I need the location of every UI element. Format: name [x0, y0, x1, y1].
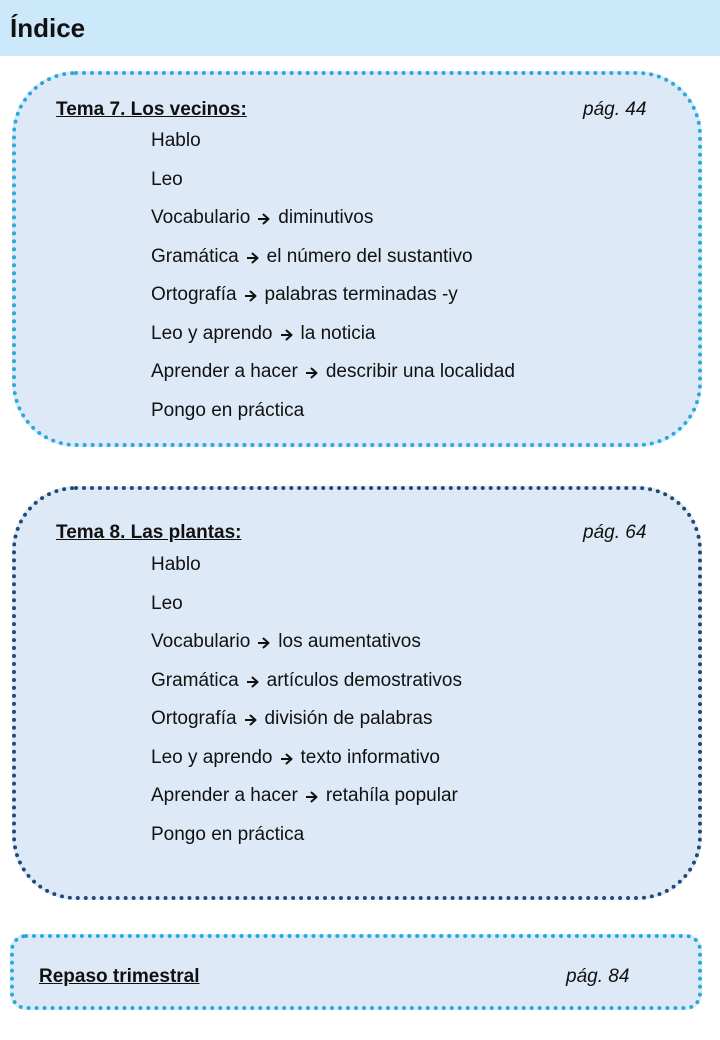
topic-item-detail: el número del sustantivo	[266, 245, 473, 267]
topic-item[interactable]	[151, 284, 515, 323]
topic-item-detail: describir una localidad	[325, 361, 515, 382]
topic-item-list	[151, 554, 462, 862]
topic-page-ref: pág. 44	[583, 99, 647, 120]
topic-item[interactable]	[151, 670, 462, 709]
topic-item[interactable]	[151, 747, 462, 786]
topic-item-label: Hablo	[151, 130, 201, 151]
topic-item[interactable]	[151, 400, 515, 439]
topic-item[interactable]	[151, 593, 462, 632]
topic-item-label: Ortografía	[151, 708, 237, 729]
topic-item-label: Vocabulario	[151, 207, 251, 228]
topic-item-list	[151, 130, 515, 438]
topic-title[interactable]: Tema 7. Los vecinos:	[56, 99, 247, 120]
right-arrow-icon	[247, 670, 259, 692]
right-arrow-icon	[306, 361, 318, 383]
right-arrow-icon	[258, 631, 270, 653]
page-header	[0, 0, 720, 56]
topic-item-detail: los aumentativos	[278, 631, 421, 652]
topic-page-ref: pág. 64	[583, 522, 647, 543]
topic-item[interactable]	[151, 207, 515, 246]
topic-item-label: Vocabulario	[151, 631, 251, 652]
right-arrow-icon	[258, 207, 270, 229]
page-title: Índice	[10, 13, 86, 43]
topic-item[interactable]	[151, 361, 515, 400]
topic-item[interactable]	[151, 130, 515, 169]
topic-item[interactable]	[151, 169, 515, 208]
review-panel	[10, 934, 702, 1010]
topic-item[interactable]	[151, 246, 515, 285]
topic-item-label: Leo	[151, 168, 183, 190]
topic-item-detail: retahíla popular	[325, 785, 458, 806]
topic-item[interactable]	[151, 708, 462, 747]
topic-item-detail: división de palabras	[264, 708, 433, 729]
topic-item-detail: diminutivos	[278, 207, 374, 228]
topic-item-label: Gramática	[151, 669, 239, 691]
topic-item[interactable]	[151, 785, 462, 824]
topic-item[interactable]	[151, 631, 462, 670]
topic-panel-tema-8	[12, 486, 702, 900]
right-arrow-icon	[281, 323, 293, 345]
topic-item-detail: palabras terminadas -y	[264, 284, 458, 305]
topic-item[interactable]	[151, 554, 462, 593]
topic-item-label: Leo	[151, 592, 183, 614]
topic-item-detail: texto informativo	[300, 746, 440, 768]
topic-item-label: Gramática	[151, 245, 239, 267]
topic-item-label: Aprender a hacer	[151, 785, 298, 806]
topic-panel-tema-7	[12, 71, 702, 447]
topic-item-label: Pongo en práctica	[151, 399, 305, 421]
topic-item[interactable]	[151, 824, 462, 863]
topic-item-detail: la noticia	[300, 322, 376, 344]
right-arrow-icon	[247, 246, 259, 268]
right-arrow-icon	[281, 747, 293, 769]
right-arrow-icon	[245, 284, 257, 306]
topic-item-label: Aprender a hacer	[151, 361, 298, 382]
topic-title[interactable]: Tema 8. Las plantas:	[56, 522, 242, 543]
topic-item-label: Hablo	[151, 554, 201, 575]
topic-item-label: Leo y aprendo	[151, 322, 273, 344]
topic-item-detail: artículos demostrativos	[266, 669, 462, 691]
topic-item[interactable]	[151, 323, 515, 362]
review-title[interactable]: Repaso trimestral	[39, 966, 200, 987]
right-arrow-icon	[245, 708, 257, 730]
right-arrow-icon	[306, 785, 318, 807]
topic-item-label: Ortografía	[151, 284, 237, 305]
topic-item-label: Leo y aprendo	[151, 746, 273, 768]
review-page-ref: pág. 84	[566, 966, 630, 987]
topic-item-label: Pongo en práctica	[151, 823, 305, 845]
